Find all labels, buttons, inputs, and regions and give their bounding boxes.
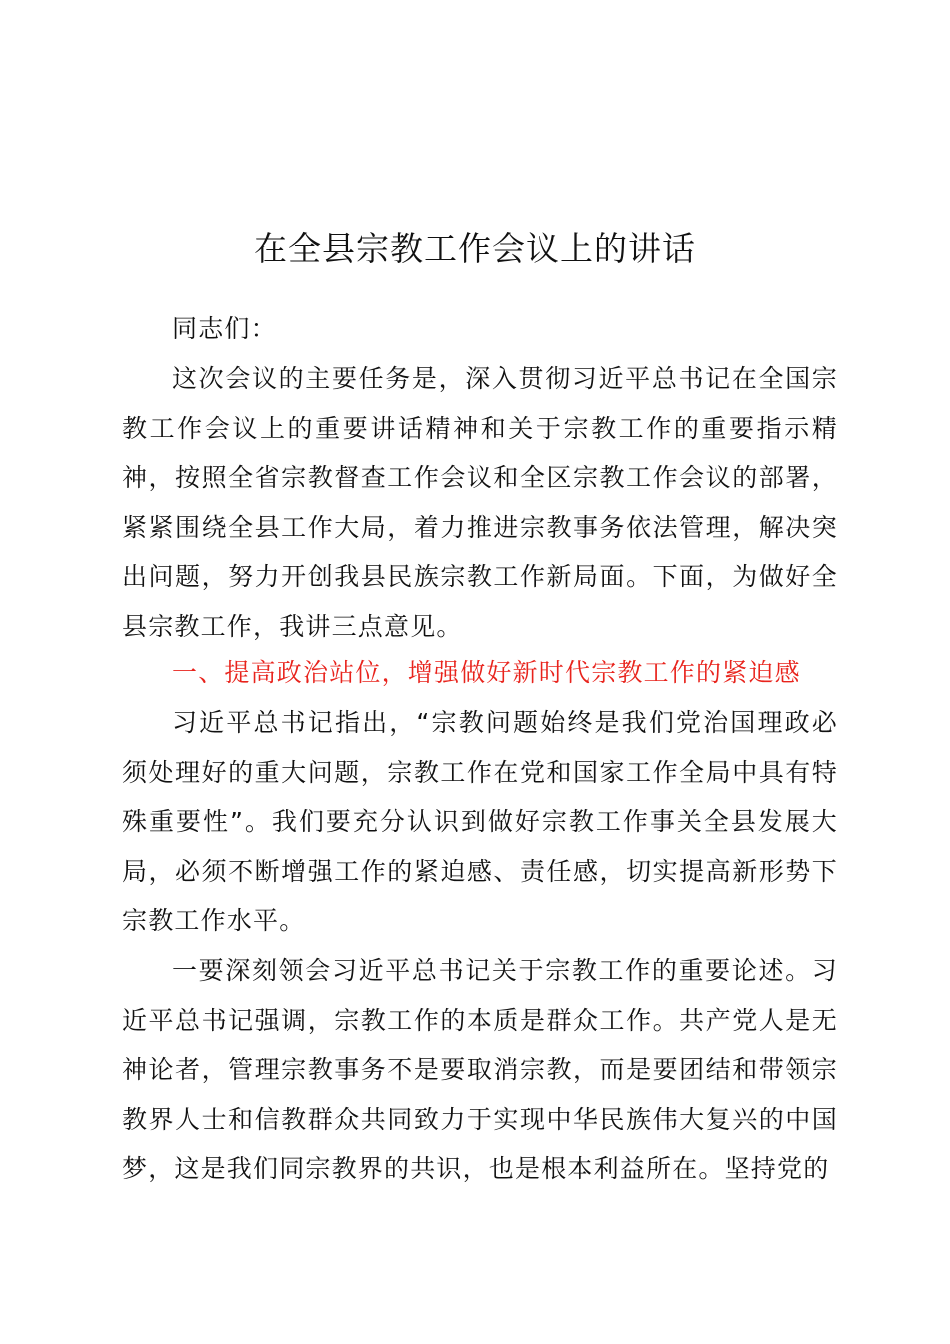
paragraph-block-2: [122, 698, 838, 946]
section-heading: 一、提高政治站位，增强做好新时代宗教工作的紧迫感: [172, 658, 801, 687]
document-title: 在全县宗教工作会议上的讲话: [254, 229, 696, 268]
paragraph-block-1: [122, 354, 838, 652]
paragraph-3: 一要深刻领会习近平总书记关于宗教工作的重要论述。习近平总书记强调，宗教工作的本质是群众工作。共产党人是无神论者，管理宗教事务不是要取消宗教，而是要团结和带领宗教界人士和信教群众共同致力于实现中华民族伟大复兴的中国梦，这是我们同宗教界的共识，也是根本利益所在。坚持党的: [122, 956, 838, 1184]
section-heading-block: [122, 648, 838, 698]
paragraph-block-3: [122, 946, 838, 1194]
paragraph-1: 这次会议的主要任务是，深入贯彻习近平总书记在全国宗教工作会议上的重要讲话精神和关于宗教工作的重要指示精神，按照全省宗教督查工作会议和全区宗教工作会议的部署，紧紧围绕全县工作大局，着力推进宗教事务依法管理，解决突出问题，努力开创我县民族宗教工作新局面。下面，为做好全县宗教工作，我讲三点意见。: [122, 364, 838, 641]
greeting-block: [122, 304, 838, 354]
paragraph-2: 习近平总书记指出，“宗教问题始终是我们党治国理政必须处理好的重大问题，宗教工作在党和国家工作全局中具有特殊重要性”。我们要充分认识到做好宗教工作事关全县发展大局，必须不断增强工作的紧迫感、责任感，切实提高新形势下宗教工作水平。: [122, 708, 838, 936]
greeting: 同志们：: [172, 314, 277, 343]
